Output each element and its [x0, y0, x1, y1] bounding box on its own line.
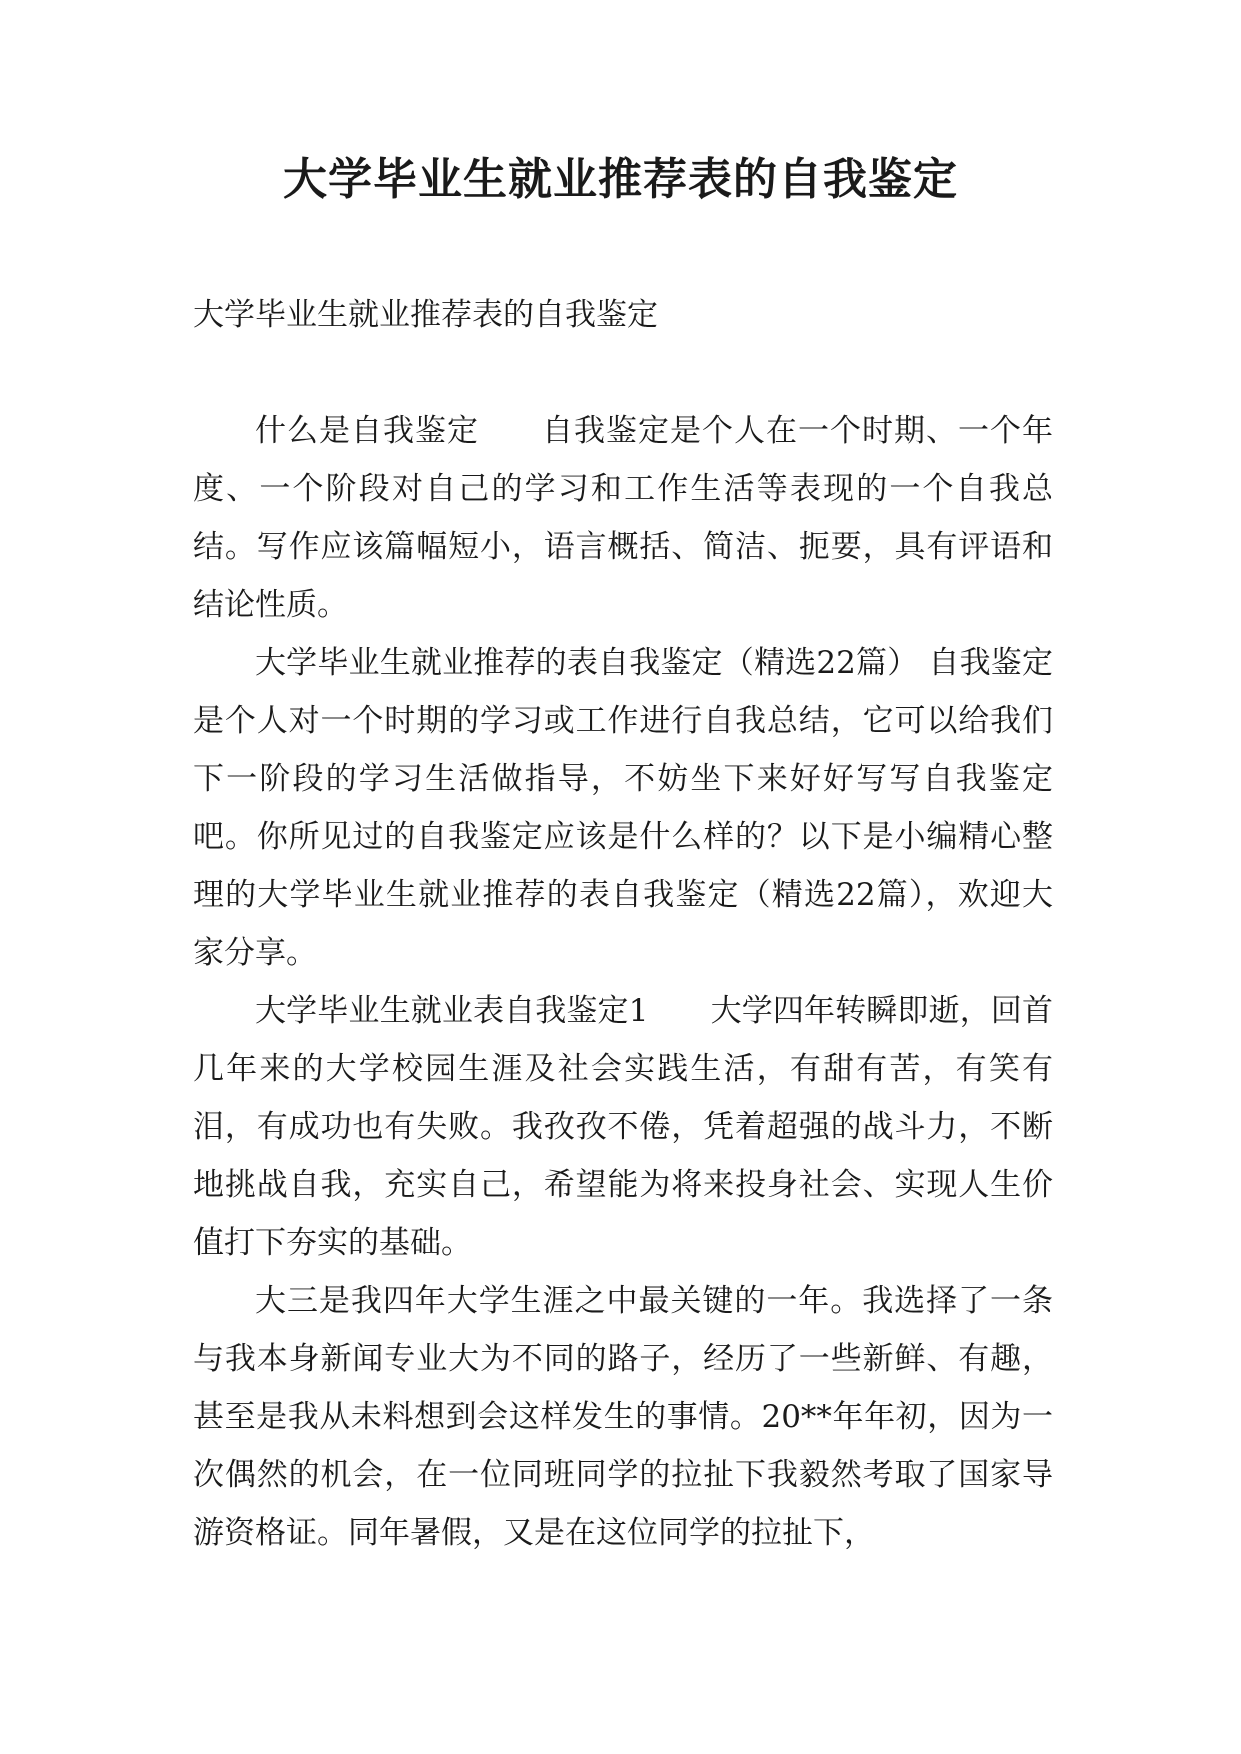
- paragraph-text: 自我鉴定是个人在一个时期、一个年度、一个阶段对自己的学习和工作生活等表现的一个自我总结。写作应该篇幅短小，语言概括、简洁、扼要，具有评语和结论性质。: [193, 413, 1053, 623]
- paragraph-lead: 大学毕业生就业表自我鉴定1: [255, 993, 649, 1029]
- paragraph-text: 大学四年转瞬即逝，回首几年来的大学校园生涯及社会实践生活，有甜有苦，有笑有泪，有成功也有失败。我孜孜不倦，凭着超强的战斗力，不断地挑战自我，充实自己，希望能为将来投身社会、实现人生价值打下夯实的基础。: [193, 993, 1053, 1261]
- paragraph: [193, 1272, 1053, 1562]
- document-title: 大学毕业生就业推荐表的自我鉴定: [283, 154, 958, 205]
- paragraph: [193, 634, 1053, 982]
- paragraph: [193, 982, 1053, 1272]
- paragraph: [193, 402, 1053, 634]
- paragraph-lead: 什么是自我鉴定: [255, 413, 479, 449]
- paragraph-text: 大三是我四年大学生涯之中最关键的一年。我选择了一条与我本身新闻专业大为不同的路子，经历了一些新鲜、有趣，甚至是我从未料想到会这样发生的事情。20**年年初，因为一次偶然的机会，在一位同班同学的拉扯下我毅然考取了国家导游资格证。同年暑假，又是在这位同学的拉扯下，: [193, 1283, 1053, 1551]
- document-subtitle: 大学毕业生就业推荐表的自我鉴定: [193, 297, 658, 333]
- paragraph-text: 大学毕业生就业推荐的表自我鉴定（精选22篇） 自我鉴定是个人对一个时期的学习或工作进行自我总结，它可以给我们下一阶段的学习生活做指导，不妨坐下来好好写写自我鉴定吧。你所见过的自我鉴定应该是什么样的？以下是小编精心整理的大学毕业生就业推荐的表自我鉴定（精选22篇），欢迎大家分享。: [193, 645, 1053, 971]
- document-body: [193, 286, 1053, 1562]
